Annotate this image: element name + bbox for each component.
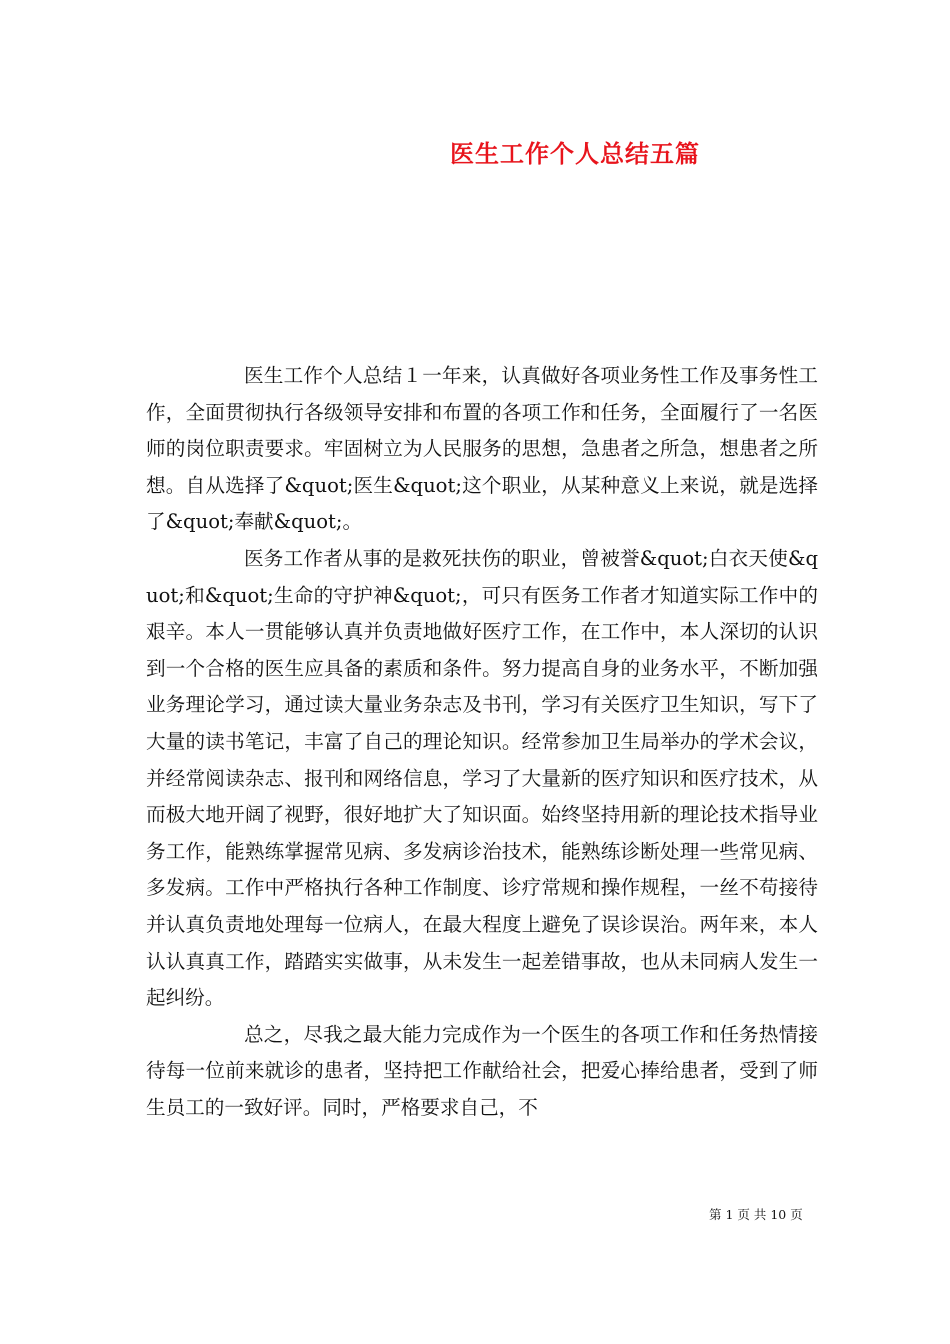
- document-body: [146, 358, 818, 1126]
- paragraph: 医务工作者从事的是救死扶伤的职业，曾被誉&quot;白衣天使&quot;和&quot;生命的守护神&quot;，可只有医务工作者才知道实际工作中的艰辛。本人一贯能够认真并负责地做好医疗工作，在工作中，本人深切的认识到一个合格的医生应具备的素质和条件。努力提高自身的业务水平，不断加强业务理论学习，通过读大量业务杂志及书刊，学习有关医疗卫生知识，写下了大量的读书笔记，丰富了自己的理论知识。经常参加卫生局举办的学术会议，并经常阅读杂志、报刊和网络信息，学习了大量新的医疗知识和医疗技术，从而极大地开阔了视野，很好地扩大了知识面。始终坚持用新的理论技术指导业务工作，能熟练掌握常见病、多发病诊治技术，能熟练诊断处理一些常见病、多发病。工作中严格执行各种工作制度、诊疗常规和操作规程，一丝不苟接待并认真负责地处理每一位病人，在最大程度上避免了误诊误治。两年来，本人认认真真工作，踏踏实实做事，从未发生一起差错事故，也从未同病人发生一起纠纷。: [146, 546, 818, 1010]
- paragraph: 医生工作个人总结１一年来，认真做好各项业务性工作及事务性工作，全面贯彻执行各级领导安排和布置的各项工作和任务，全面履行了一名医师的岗位职责要求。牢固树立为人民服务的思想，急患者之所急，想患者之所想。自从选择了&quot;医生&quot;这个职业，从某种意义上来说，就是选择了&quot;奉献&quot;。: [146, 364, 818, 534]
- document-title: 医生工作个人总结五篇: [450, 139, 700, 168]
- page-number: 第 1 页 共 10 页: [709, 1207, 803, 1222]
- paragraph: 总之，尽我之最大能力完成作为一个医生的各项工作和任务热情接待每一位前来就诊的患者，坚持把工作献给社会，把爱心捧给患者，受到了师生员工的一致好评。同时，严格要求自己，不: [146, 1022, 818, 1119]
